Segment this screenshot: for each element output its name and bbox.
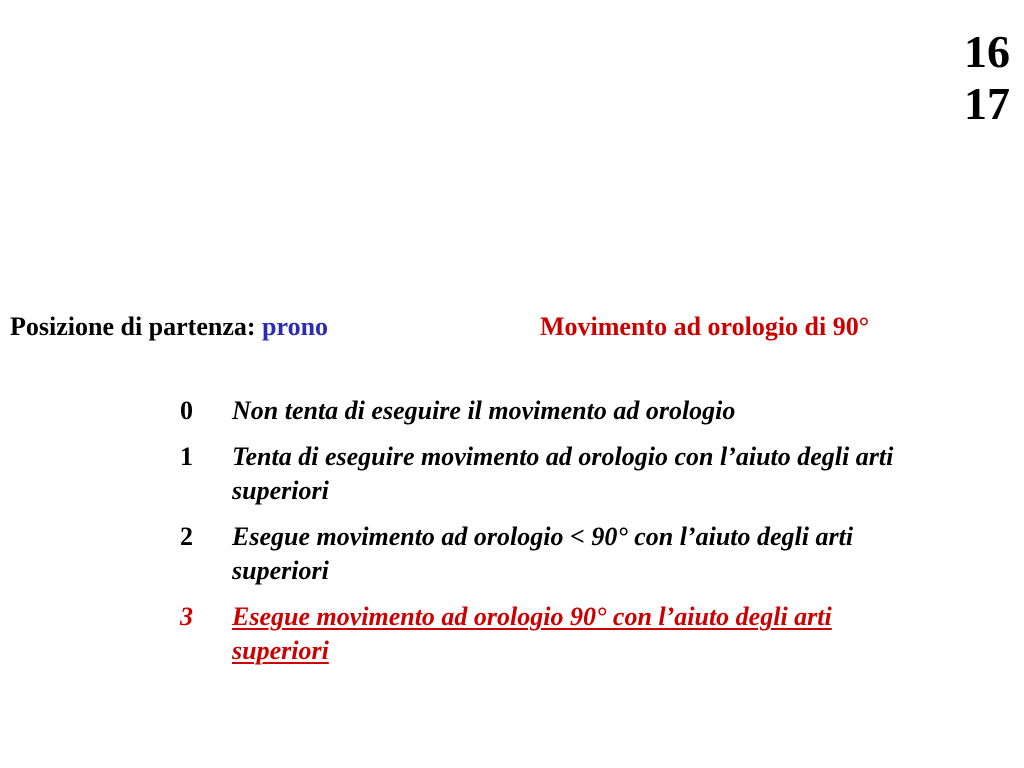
score-item-0 (170, 394, 930, 428)
slide-number-line-2: 17 (964, 78, 1010, 129)
movement-title: Movimento ad orologio di 90° (540, 312, 870, 341)
score-description: Tenta di eseguire movimento ad orologio con l’aiuto degli arti superiori (232, 442, 894, 505)
score-list (170, 394, 930, 680)
start-position (10, 310, 328, 344)
start-position-value: prono (262, 312, 329, 341)
score-item-2 (170, 520, 930, 588)
score-value: 3 (180, 602, 193, 631)
slide-number-line-1: 16 (964, 26, 1010, 77)
score-value: 0 (180, 396, 193, 425)
score-value: 1 (180, 442, 193, 471)
score-value: 2 (180, 522, 193, 551)
score-description: Esegue movimento ad orologio 90° con l’aiuto degli arti superiori (232, 602, 832, 665)
start-position-separator: : (246, 312, 263, 341)
score-item-1 (170, 440, 930, 508)
score-item-3-selected (170, 600, 930, 668)
score-description: Esegue movimento ad orologio < 90° con l’aiuto degli arti superiori (232, 522, 854, 585)
score-description: Non tenta di eseguire il movimento ad orologio (232, 396, 736, 425)
slide-number (964, 26, 1010, 130)
start-position-label: Posizione di partenza (10, 312, 247, 341)
